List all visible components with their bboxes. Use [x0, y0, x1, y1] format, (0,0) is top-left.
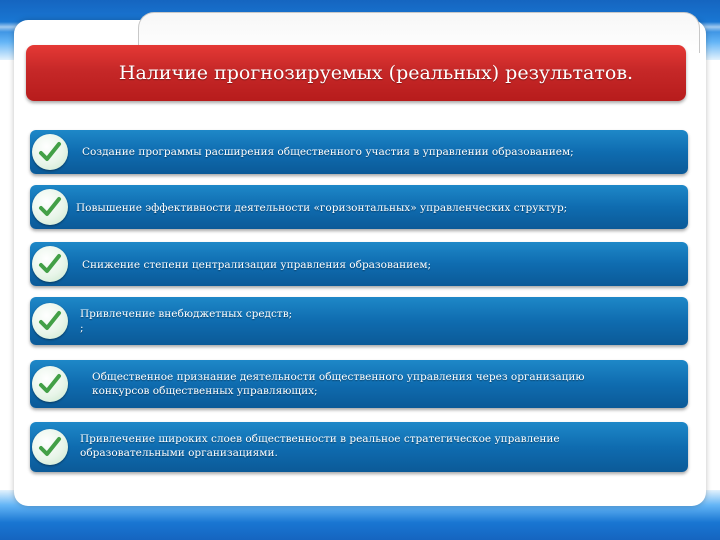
checkmark-icon	[32, 303, 68, 339]
list-item-text: Привлечение внебюджетных средств; ;	[80, 308, 293, 334]
checkmark-icon	[32, 429, 68, 465]
list-item-text: Повышение эффективности деятельности «горизонтальных» управленческих структур;	[76, 202, 568, 214]
checkmark-icon	[32, 189, 68, 225]
list-item	[30, 185, 688, 229]
list-item-text: Привлечение широких слоев общественности в реальное стратегическое управление образовательными организациями.	[80, 433, 560, 459]
list-item	[30, 242, 688, 286]
checkmark-icon	[32, 366, 68, 402]
title-bar	[26, 45, 686, 101]
list-item	[30, 422, 688, 472]
slide-title: Наличие прогнозируемых (реальных) результатов.	[118, 62, 634, 84]
list-item	[30, 130, 688, 174]
list-item	[30, 297, 688, 345]
list-item-text: Снижение степени централизации управления образованием;	[82, 259, 432, 271]
checkmark-icon	[32, 246, 68, 282]
checkmark-icon	[32, 134, 68, 170]
list-item-text: Общественное признание деятельности общественного управления через организацию конкурсов общественных управляющих;	[92, 371, 585, 397]
list-item	[30, 360, 688, 408]
list-item-text: Создание программы расширения общественного участия в управлении образованием;	[82, 146, 574, 158]
